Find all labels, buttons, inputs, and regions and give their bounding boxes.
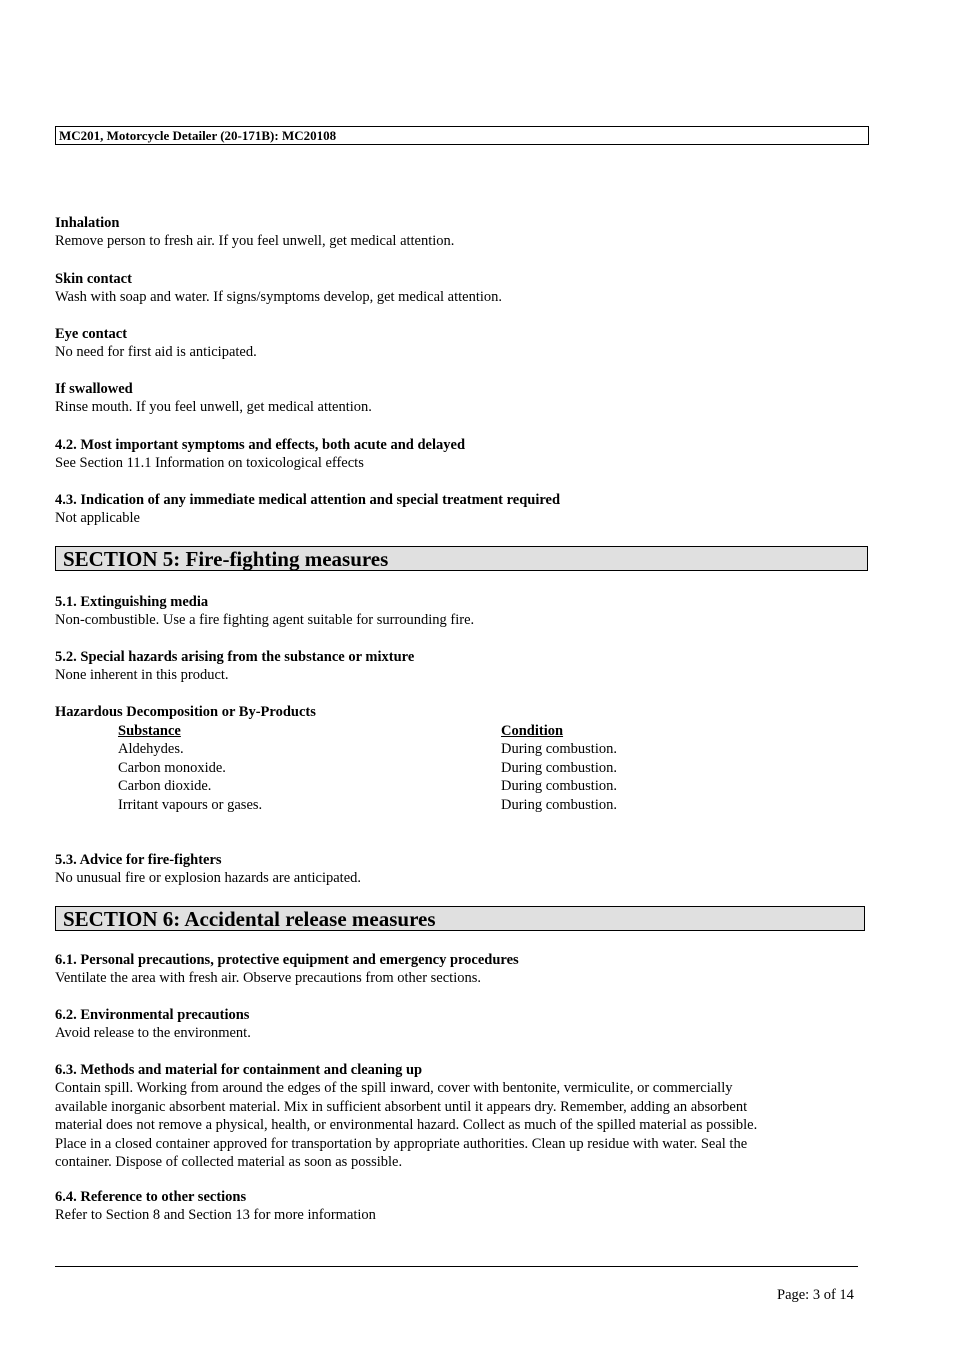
paragraph-line: container. Dispose of collected material as soon as possible.	[55, 1154, 403, 1171]
block-text: Not applicable	[55, 510, 140, 527]
block-text: None inherent in this product.	[55, 667, 229, 684]
section-4-2-block	[55, 436, 865, 473]
condition-cell: During combustion.	[501, 741, 617, 758]
substance-cell: Carbon monoxide.	[118, 759, 226, 776]
col-condition-header: Condition	[501, 723, 564, 739]
condition-cell: During combustion.	[501, 796, 617, 813]
table-row	[118, 759, 718, 777]
table-row	[118, 777, 718, 795]
section-6-title: SECTION 6: Accidental release measures	[55, 906, 865, 931]
substance-cell: Irritant vapours or gases.	[118, 796, 263, 813]
section-5-1-block	[55, 593, 865, 630]
paragraph-line: material does not remove a physical, health, or environmental hazard. Collect as much of the spilled material as possible.	[55, 1117, 758, 1134]
substance-cell: Aldehydes.	[118, 741, 184, 758]
section-6-2-block	[55, 1006, 865, 1043]
block-text: Rinse mouth. If you feel unwell, get medical attention.	[55, 399, 372, 416]
block-heading: Hazardous Decomposition or By-Products	[55, 704, 316, 720]
block-heading: 5.3. Advice for fire-fighters	[55, 852, 222, 868]
table-row	[118, 740, 718, 758]
table-header-row	[118, 722, 718, 740]
block-text: No need for first aid is anticipated.	[55, 344, 257, 361]
block-heading: 4.2. Most important symptoms and effects, both acute and delayed	[55, 437, 466, 453]
block-text: Remove person to fresh air. If you feel unwell, get medical attention.	[55, 233, 455, 250]
block-text: Non-combustible. Use a fire fighting agent suitable for surrounding fire.	[55, 612, 475, 629]
inhalation-block	[55, 214, 865, 251]
footer-divider	[55, 1266, 858, 1267]
section-6-1-block	[55, 951, 865, 988]
if-swallowed-block	[55, 380, 865, 417]
substance-cell: Carbon dioxide.	[118, 778, 212, 795]
block-text: Refer to Section 8 and Section 13 for more information	[55, 1207, 376, 1224]
block-heading: Inhalation	[55, 215, 120, 231]
block-text: Wash with soap and water. If signs/symptoms develop, get medical attention.	[55, 289, 503, 306]
section-6-3-block	[55, 1061, 865, 1171]
hazardous-products-table	[118, 722, 718, 814]
eye-contact-block	[55, 325, 865, 362]
block-text: Avoid release to the environment.	[55, 1025, 251, 1042]
block-heading: 6.1. Personal precautions, protective equipment and emergency procedures	[55, 952, 519, 968]
block-heading: 5.1. Extinguishing media	[55, 594, 209, 610]
col-substance-header: Substance	[118, 723, 181, 739]
paragraph-line: Contain spill. Working from around the edges of the spill inward, cover with bentonite, vermiculite, or commercially	[55, 1080, 733, 1097]
block-heading: 6.4. Reference to other sections	[55, 1189, 247, 1205]
skin-contact-block	[55, 270, 865, 307]
section-6-4-block	[55, 1188, 865, 1225]
document-header: MC201, Motorcycle Detailer (20-171B): MC20108	[55, 126, 869, 145]
page-number: Page: 3 of 14	[777, 1287, 854, 1303]
section-5-title: SECTION 5: Fire-fighting measures	[55, 546, 868, 571]
hazardous-products-heading	[55, 703, 865, 721]
block-heading: 5.2. Special hazards arising from the substance or mixture	[55, 649, 415, 665]
block-heading: 4.3. Indication of any immediate medical attention and special treatment required	[55, 492, 561, 508]
block-heading: 6.2. Environmental precautions	[55, 1007, 250, 1023]
condition-cell: During combustion.	[501, 759, 617, 776]
section-4-3-block	[55, 491, 865, 528]
block-heading: If swallowed	[55, 381, 133, 397]
condition-cell: During combustion.	[501, 778, 617, 795]
block-heading: 6.3. Methods and material for containment and cleaning up	[55, 1062, 423, 1078]
table-row	[118, 796, 718, 814]
block-heading: Skin contact	[55, 271, 132, 287]
section-5-3-block	[55, 851, 865, 888]
section-5-2-block	[55, 648, 865, 685]
block-text: See Section 11.1 Information on toxicological effects	[55, 455, 364, 472]
paragraph-line: available inorganic absorbent material. Mix in sufficient absorbent until it appears dry. Remember, adding an absorbent	[55, 1098, 748, 1115]
block-text: No unusual fire or explosion hazards are anticipated.	[55, 870, 362, 887]
block-heading: Eye contact	[55, 326, 128, 342]
paragraph-line: Place in a closed container approved for transportation by appropriate authorities. Clean up residue with water. Seal the	[55, 1135, 748, 1152]
block-text: Ventilate the area with fresh air. Observe precautions from other sections.	[55, 970, 481, 987]
